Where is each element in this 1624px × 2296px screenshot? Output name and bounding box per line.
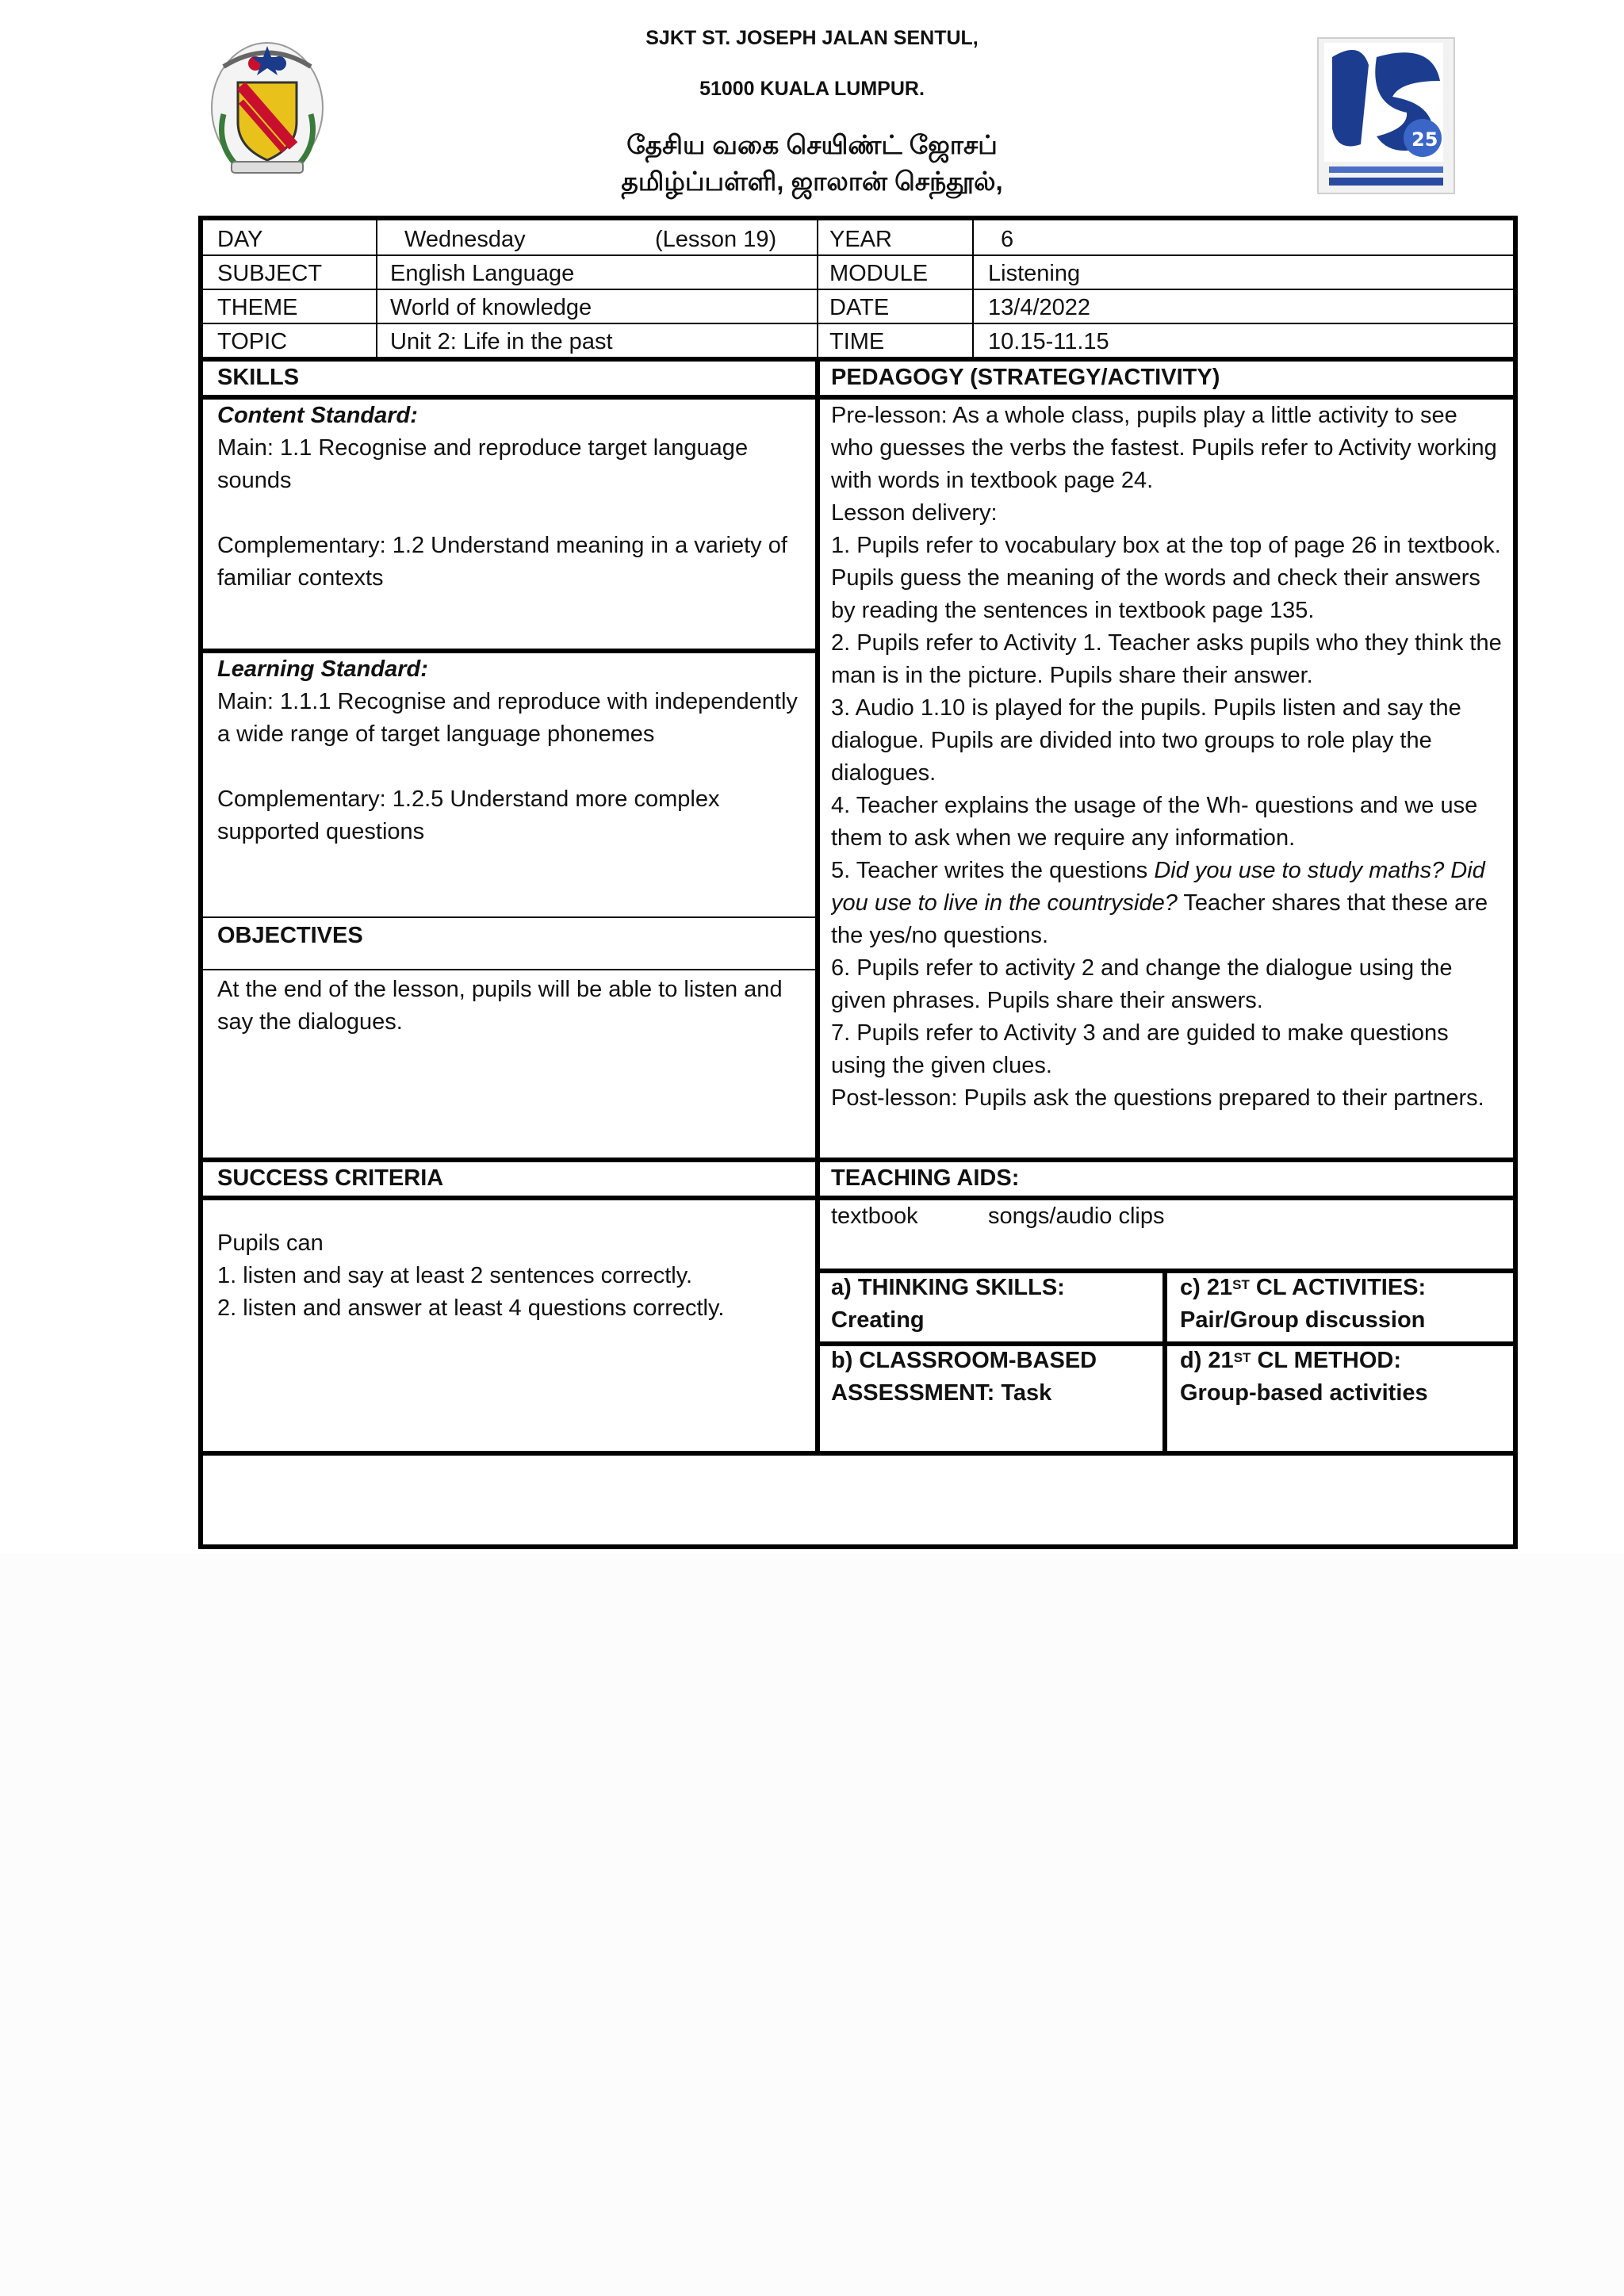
module-value: Listening bbox=[988, 261, 1081, 286]
year-value: 6 bbox=[1001, 227, 1014, 252]
subject-value: English Language bbox=[390, 261, 575, 286]
teaching-aid-2: songs/audio clips bbox=[988, 1203, 1165, 1229]
lesson-plan-table bbox=[198, 216, 1518, 1549]
cl-activities-value: Pair/Group discussion bbox=[1180, 1307, 1426, 1333]
topic-value: Unit 2: Life in the past bbox=[390, 329, 613, 354]
thinking-skills-box bbox=[831, 1272, 1156, 1337]
step-3: 3. Audio 1.10 is played for the pupils. Pupils listen and say the dialogue. Pupils are divided into two groups to role play the dialogues. bbox=[831, 695, 1461, 786]
learning-standard-complementary: Complementary: 1.2.5 Understand more complex supported questions bbox=[217, 786, 720, 844]
thinking-skills-value: Creating bbox=[831, 1307, 925, 1333]
topic-label: TOPIC bbox=[217, 329, 288, 354]
date-value: 13/4/2022 bbox=[988, 295, 1091, 320]
lesson-number: (Lesson 19) bbox=[655, 227, 777, 252]
classroom-assessment-value: ASSESSMENT: Task bbox=[831, 1380, 1052, 1406]
cl-method-label: CL METHOD: bbox=[1251, 1348, 1401, 1373]
step-5-text-end: Teacher shares that these are the yes/no questions. bbox=[831, 890, 1488, 948]
cl-activities-box bbox=[1180, 1272, 1505, 1337]
thinking-skills-label: a) THINKING SKILLS: bbox=[831, 1275, 1065, 1300]
post-lesson: Post-lesson: Pupils ask the questions prepared to their partners. bbox=[831, 1085, 1484, 1111]
cl-method-box bbox=[1180, 1345, 1505, 1410]
svg-text:25: 25 bbox=[1411, 128, 1438, 151]
success-intro: Pupils can bbox=[217, 1230, 324, 1256]
success-item-2: 2. listen and answer at least 4 questions correctly. bbox=[217, 1295, 725, 1321]
school-name: SJKT ST. JOSEPH JALAN SENTUL, bbox=[645, 27, 979, 49]
content-standard-title: Content Standard: bbox=[217, 403, 418, 428]
learning-standard-main: Main: 1.1.1 Recognise and reproduce with independently a wide range of target language phonemes bbox=[217, 689, 798, 747]
reflection-empty-cell bbox=[203, 1456, 1513, 1543]
page-background-lower bbox=[0, 1554, 1624, 2296]
success-criteria-list bbox=[217, 1227, 804, 1325]
classroom-assessment-label: b) CLASSROOM-BASED bbox=[831, 1348, 1097, 1373]
day-value: Wednesday bbox=[404, 227, 526, 252]
year-label: YEAR bbox=[829, 227, 892, 252]
time-value: 10.15-11.15 bbox=[988, 329, 1109, 354]
learning-standard-block bbox=[217, 653, 804, 848]
content-standard-main: Main: 1.1 Recognise and reproduce target language sounds bbox=[217, 435, 749, 493]
step-6: 6. Pupils refer to activity 2 and change the dialogue using the given phrases. Pupils share their answers. bbox=[831, 955, 1453, 1013]
school-address: 51000 KUALA LUMPUR. bbox=[699, 78, 925, 100]
objectives-heading: OBJECTIVES bbox=[217, 923, 363, 948]
success-criteria-heading: SUCCESS CRITERIA bbox=[217, 1165, 444, 1191]
anniversary-25-logo-icon bbox=[1313, 33, 1459, 198]
cl-method-prefix: d) 21 bbox=[1180, 1348, 1234, 1373]
tamil-name-line-1: தேசிய வகை செயிண்ட் ஜோசப் bbox=[626, 130, 998, 159]
objectives-text: At the end of the lesson, pupils will be able to listen and say the dialogues. bbox=[217, 977, 783, 1035]
teaching-aids-heading: TEACHING AIDS: bbox=[831, 1165, 1020, 1191]
date-label: DATE bbox=[829, 295, 890, 320]
pedagogy-content bbox=[831, 400, 1505, 1115]
lesson-delivery-label: Lesson delivery: bbox=[831, 500, 998, 526]
step-4: 4. Teacher explains the usage of the Wh- questions and we use them to ask when we require any information. bbox=[831, 793, 1478, 851]
tamil-name-line-2: தமிழ்ப்பள்ளி, ஜாலான் செந்தூல், bbox=[621, 166, 1003, 196]
skills-heading: SKILLS bbox=[217, 365, 300, 390]
step-5 bbox=[831, 855, 1505, 952]
teaching-aid-1: textbook bbox=[831, 1203, 918, 1229]
step-1: 1. Pupils refer to vocabulary box at the top of page 26 in textbook. Pupils guess the meaning of the words and check their answers by reading the sentences in textbook page 135. bbox=[831, 533, 1501, 623]
cl-activities-prefix: c) 21 bbox=[1180, 1275, 1233, 1300]
cl-activities-sup: ST bbox=[1232, 1277, 1250, 1292]
cl-method-sup: ST bbox=[1233, 1350, 1251, 1365]
step-2: 2. Pupils refer to Activity 1. Teacher asks pupils who they think the man is in the picture. Pupils share their answer. bbox=[831, 630, 1502, 688]
step-7: 7. Pupils refer to Activity 3 and are guided to make questions using the given clues. bbox=[831, 1020, 1449, 1078]
cl-activities-label: CL ACTIVITIES: bbox=[1249, 1275, 1427, 1300]
pedagogy-heading: PEDAGOGY (STRATEGY/ACTIVITY) bbox=[831, 365, 1220, 390]
step-5-questions: Did you use to study maths? Did you use to live in the countryside? bbox=[831, 858, 1485, 916]
day-label: DAY bbox=[217, 227, 263, 252]
content-standard-block bbox=[217, 400, 804, 595]
cl-method-value: Group-based activities bbox=[1180, 1380, 1428, 1406]
school-crest-icon bbox=[208, 35, 327, 182]
step-5-text: 5. Teacher writes the questions bbox=[831, 858, 1155, 883]
classroom-assessment-box bbox=[831, 1345, 1156, 1410]
learning-standard-title: Learning Standard: bbox=[217, 656, 428, 682]
theme-value: World of knowledge bbox=[390, 295, 592, 320]
time-label: TIME bbox=[829, 329, 885, 354]
theme-label: THEME bbox=[217, 295, 298, 320]
pre-lesson: Pre-lesson: As a whole class, pupils play a little activity to see who guesses the verbs the fastest. Pupils refer to Activity working with words in textbook page 24. bbox=[831, 403, 1497, 493]
module-label: MODULE bbox=[829, 261, 929, 286]
success-item-1: 1. listen and say at least 2 sentences correctly. bbox=[217, 1263, 693, 1288]
content-standard-complementary: Complementary: 1.2 Understand meaning in a variety of familiar contexts bbox=[217, 533, 787, 591]
subject-label: SUBJECT bbox=[217, 261, 323, 286]
